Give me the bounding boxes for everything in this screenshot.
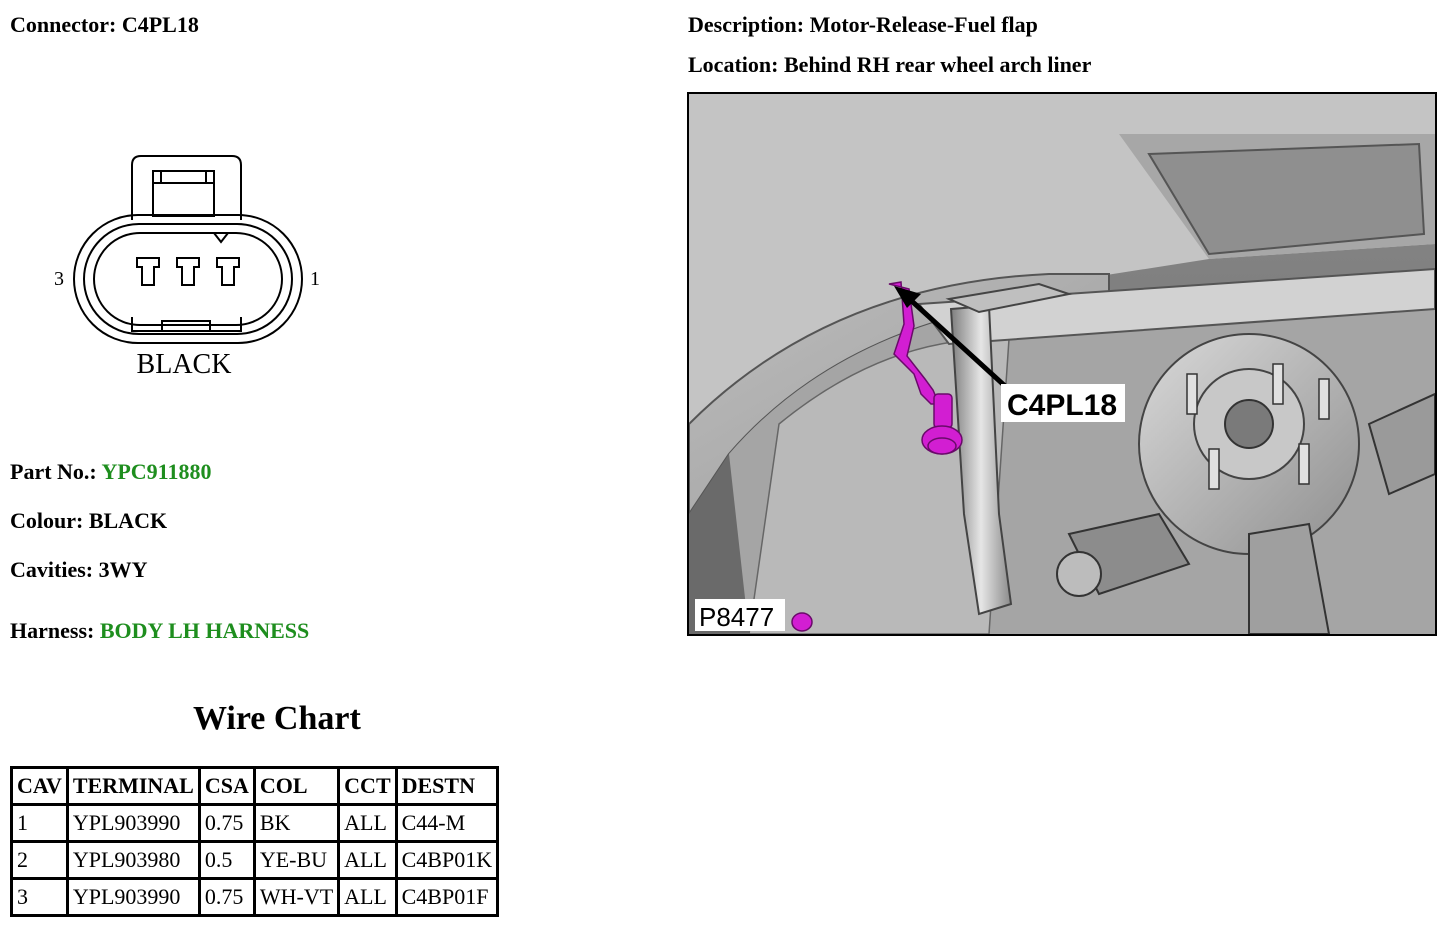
cell-cav: 1 [12, 805, 68, 842]
cell-destn: C4BP01F [396, 879, 497, 916]
part-number-label: Part No.: [10, 459, 97, 484]
header-csa: CSA [199, 768, 254, 805]
description-line [688, 14, 1038, 36]
cavities-value: 3WY [98, 557, 148, 582]
harness-line [10, 620, 309, 642]
cell-destn: C44-M [396, 805, 497, 842]
harness-link[interactable]: BODY LH HARNESS [99, 618, 310, 643]
colour-label: Colour: [10, 508, 84, 533]
wire-chart-title: Wire Chart [193, 700, 361, 737]
cell-destn: C4BP01K [396, 842, 497, 879]
cell-col: BK [254, 805, 338, 842]
connector-value: C4PL18 [121, 12, 199, 37]
cell-csa: 0.5 [199, 842, 254, 879]
header-terminal: TERMINAL [67, 768, 199, 805]
cell-col: YE-BU [254, 842, 338, 879]
colour-value: BLACK [88, 508, 168, 533]
cavities-label: Cavities: [10, 557, 94, 582]
cell-col: WH-VT [254, 879, 338, 916]
colour-line [10, 510, 167, 532]
connector-line [10, 14, 199, 36]
cell-csa: 0.75 [199, 805, 254, 842]
harness-label: Harness: [10, 618, 95, 643]
description-label: Description: [688, 12, 805, 37]
cell-cav: 2 [12, 842, 68, 879]
table-row [12, 842, 498, 879]
cell-cct: ALL [339, 805, 396, 842]
wire-chart-header-row [12, 768, 498, 805]
header-col: COL [254, 768, 338, 805]
cavities-line [10, 559, 147, 581]
location-value: Behind RH rear wheel arch liner [783, 52, 1092, 77]
header-cct: CCT [339, 768, 396, 805]
cell-terminal: YPL903990 [67, 879, 199, 916]
pin-1-label: 1 [310, 268, 320, 290]
part-number-line [10, 461, 211, 483]
pin-3-label: 3 [54, 268, 64, 290]
cell-cav: 3 [12, 879, 68, 916]
wire-chart-table [10, 766, 499, 917]
table-row [12, 879, 498, 916]
location-photo-illustration [689, 94, 1435, 634]
cell-terminal: YPL903990 [67, 805, 199, 842]
connector-face-diagram [40, 145, 340, 395]
table-row [12, 805, 498, 842]
part-number-link[interactable]: YPC911880 [101, 459, 212, 484]
photo-callout-label: C4PL18 [1007, 389, 1118, 422]
connector-face-drawing [40, 145, 340, 395]
header-destn: DESTN [396, 768, 497, 805]
location-label: Location: [688, 52, 779, 77]
location-line [688, 54, 1091, 76]
cell-cct: ALL [339, 879, 396, 916]
header-cav: CAV [12, 768, 68, 805]
connector-label: Connector: [10, 12, 117, 37]
description-value: Motor-Release-Fuel flap [809, 12, 1038, 37]
location-photo [687, 92, 1437, 636]
cell-csa: 0.75 [199, 879, 254, 916]
photo-figure-id: P8477 [699, 602, 775, 632]
cell-terminal: YPL903980 [67, 842, 199, 879]
diagram-colour-label: BLACK [136, 349, 232, 380]
cell-cct: ALL [339, 842, 396, 879]
